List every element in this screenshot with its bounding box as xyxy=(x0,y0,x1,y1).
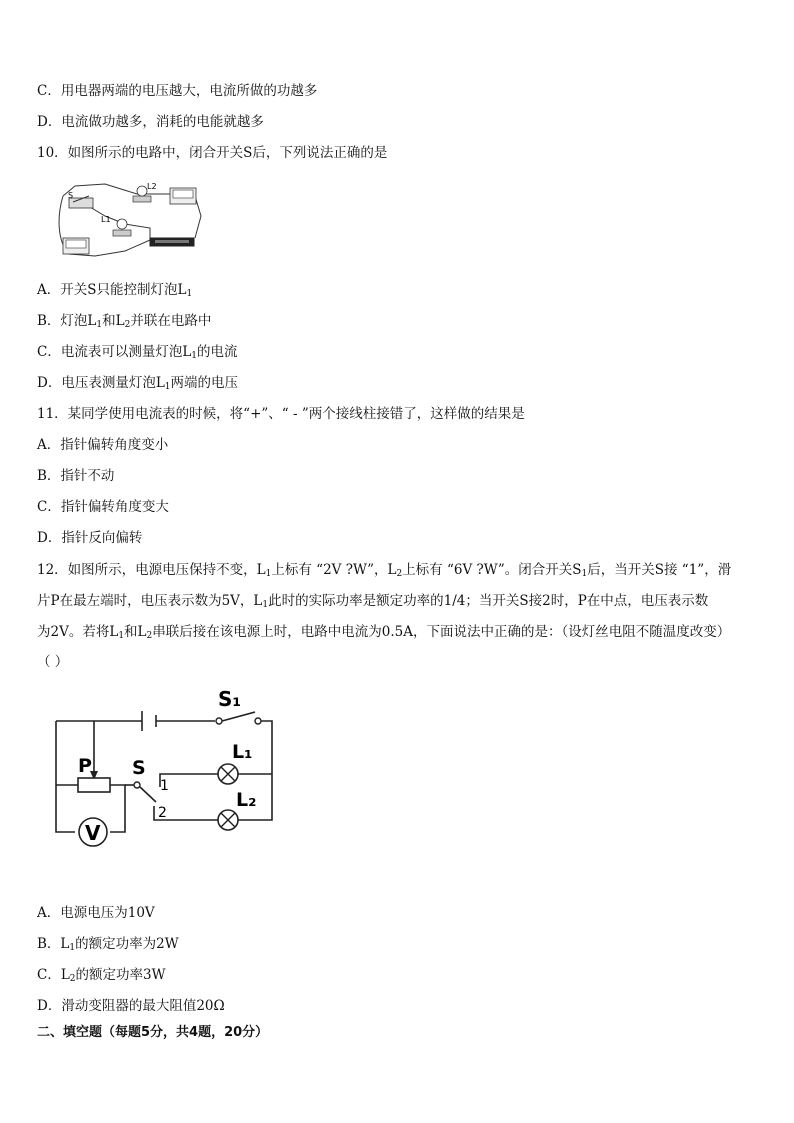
q12-terminal-1: 1 xyxy=(160,778,169,794)
q10-b-text2: 和L xyxy=(102,313,125,329)
q12-l1-label: L₁ xyxy=(232,741,253,763)
q10-d-text2: 两端的电压 xyxy=(170,375,239,391)
q10-c-text1: C．电流表可以测量灯泡L xyxy=(37,344,192,360)
q12-stem-line2 xyxy=(37,592,708,610)
q11-option-c: C．指针偏转角度变大 xyxy=(37,499,169,515)
q12-b-text1: B．L xyxy=(37,936,70,952)
q9-option-d: D．电流做功越多，消耗的电能就越多 xyxy=(37,114,264,130)
q11-option-d: D．指针反向偏转 xyxy=(37,530,143,546)
q12-l3-t1: 为2V。若将L xyxy=(37,624,119,640)
q12-l2-t2: 此时的实际功率是额定功率的1/4；当开关S接2时，P在中点，电压表示数 xyxy=(268,593,709,609)
q12-option-b xyxy=(37,935,179,953)
q12-option-a: A．电源电压为10V xyxy=(37,905,155,921)
q12-option-c xyxy=(37,966,166,984)
q12-stem-line1 xyxy=(37,561,731,579)
q10-lamp2-label: L2 xyxy=(147,182,157,191)
q12-circuit-figure xyxy=(50,684,280,854)
q11-option-b: B．指针不动 xyxy=(37,468,115,484)
q10-lamp1-label: L1 xyxy=(101,215,111,224)
q10-option-d xyxy=(37,374,238,392)
q10-circuit-figure xyxy=(55,176,205,260)
q12-terminal-2: 2 xyxy=(158,805,167,821)
q12-l3-t2: 和L xyxy=(124,624,147,640)
q12-l1-t2: 上标有 “2V ?W”，L xyxy=(271,562,397,578)
q12-voltmeter-label: V xyxy=(85,821,101,845)
q12-l3-t3: 串联后接在该电源上时，电路中电流为0.5A，下面说法中正确的是：（设灯丝电阻不随温度改变） xyxy=(152,624,731,640)
q12-l2-s1: 1 xyxy=(262,600,269,610)
q10-b-text3: 并联在电路中 xyxy=(130,313,212,329)
q10-c-text2: 的电流 xyxy=(197,344,238,360)
section-title: 二、填空题（每题5分，共4题，20分） xyxy=(37,1025,269,1040)
q10-b-text1: B．灯泡L xyxy=(37,313,97,329)
q12-l1-t1: 12．如图所示，电源电压保持不变，L xyxy=(37,562,266,578)
q10-a-sub: 1 xyxy=(186,289,193,299)
q12-answer-paren: （ ） xyxy=(37,654,69,670)
q12-l1-t3: 上标有 “6V ?W”。闭合开关S xyxy=(402,562,582,578)
q12-l1-t4: 后，当开关S接 “1”，滑 xyxy=(587,562,732,578)
q11-option-a: A．指针偏转角度变小 xyxy=(37,437,169,453)
q12-l1-s1: 1 xyxy=(265,569,272,579)
q12-s-label: S xyxy=(132,757,146,779)
q12-c-text1: C．L xyxy=(37,967,70,983)
q12-l1-s3: 1 xyxy=(581,569,588,579)
q12-s1-label: S₁ xyxy=(218,687,242,711)
q9-option-c: C．用电器两端的电压越大，电流所做的功越多 xyxy=(37,83,318,99)
q10-stem: 10．如图所示的电路中，闭合开关S后，下列说法正确的是 xyxy=(37,145,388,161)
q10-c-sub: 1 xyxy=(191,351,198,361)
q12-l3-s2: 2 xyxy=(146,631,153,641)
q12-l1-s2: 2 xyxy=(396,569,403,579)
q12-b-sub: 1 xyxy=(69,943,76,953)
q12-l2-label: L₂ xyxy=(236,789,257,811)
q10-switch-label: S xyxy=(68,191,74,200)
q12-b-text2: 的额定功率为2W xyxy=(75,936,179,952)
q10-option-c xyxy=(37,343,238,361)
q12-option-d: D．滑动变阻器的最大阻值20Ω xyxy=(37,998,225,1014)
q11-stem: 11．某同学使用电流表的时候，将“+”、“ - ”两个接线柱接错了，这样做的结果是 xyxy=(37,406,525,422)
q10-b-sub2: 2 xyxy=(124,320,131,330)
q10-d-text1: D．电压表测量灯泡L xyxy=(37,375,165,391)
q12-c-text2: 的额定功率3W xyxy=(75,967,166,983)
q12-stem-line3 xyxy=(37,623,730,641)
q12-c-sub: 2 xyxy=(69,974,76,984)
q10-option-a xyxy=(37,281,192,299)
q10-d-sub: 1 xyxy=(164,382,171,392)
q10-a-text: A．开关S只能控制灯泡L xyxy=(37,282,187,298)
q12-l3-s1: 1 xyxy=(118,631,125,641)
q12-p-label: P xyxy=(78,755,92,777)
q10-option-b xyxy=(37,312,211,330)
q10-b-sub1: 1 xyxy=(96,320,103,330)
q12-l2-t1: 片P在最左端时，电压表示数为5V，L xyxy=(37,593,263,609)
